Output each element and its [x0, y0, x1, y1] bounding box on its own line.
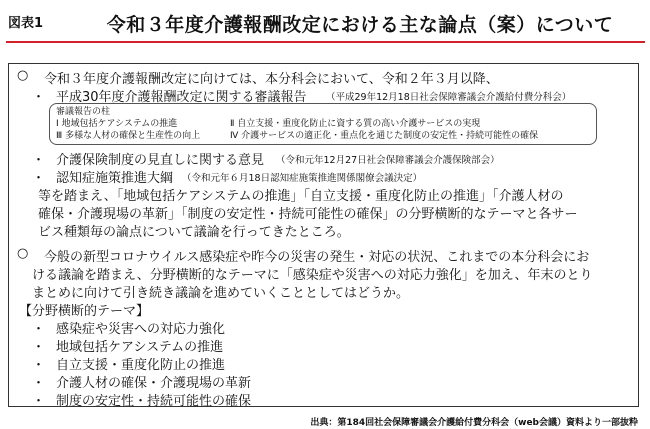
pillar-1: Ⅰ 地域包括ケアシステムの推進 [56, 119, 178, 129]
theme-mark: ・ [32, 340, 46, 355]
p1-body-line-3: ビス種類毎の論点について議論を行ってきたところ。 [38, 225, 350, 240]
p1-lead: 令和３年度介護報酬改定に向けては、本分科会において、令和２年３月以降、 [44, 72, 499, 87]
theme-item: 地域包括ケアシステムの推進 [56, 340, 224, 355]
pillar-4: Ⅳ 介護サービスの適正化・重点化を通じた制度の安定性・持続可能性の確保 [230, 131, 539, 141]
p2-bullet: ○ [17, 246, 29, 261]
p2-line-2: ける議論を踏まえ、分野横断的なテーマに「感染症や災害への対応力強化」を加え、年末のとり [32, 268, 593, 283]
p2-line-3: まとめに向けて引き続き議論を進めていくこととしてはどうか。 [32, 286, 410, 301]
pillar-3: Ⅲ 多様な人材の確保と生産性の向上 [56, 131, 201, 141]
theme-item: 制度の安定性・持続可能性の確保 [56, 394, 252, 409]
p1-body-line-1: 等を踏まえ、「地域包括ケアシステムの推進」「自立支援・重度化防止の推進」「介護人材の [38, 189, 564, 204]
p2-line-1: 今般の新型コロナウイルス感染症や昨今の災害の発生・対応の状況、これまでの本分科会にお [44, 250, 590, 265]
pillar-2: Ⅱ 自立支援・重度化防止に資する質の高い介護サービスの実現 [230, 119, 481, 129]
figure-label: 図表1 [8, 16, 44, 31]
p1-item2-note: （令和元年12月27日社会保障審議会介護保険部会） [276, 155, 500, 166]
p1-item3-note: （令和元年６月18日認知症施策推進関係閣僚会議決定） [182, 173, 423, 184]
theme-item: 自立支援・重度化防止の推進 [56, 358, 226, 373]
p1-item2-text: 介護保険制度の見直しに関する意見 [56, 153, 265, 168]
p1-bullet: ○ [17, 68, 29, 83]
theme-mark: ・ [32, 376, 46, 391]
p1-item3-text: 認知症施策推進大綱 [56, 171, 174, 186]
p1-item-text: 平成30年度介護報酬改定に関する審議報告 [56, 90, 307, 105]
page-title: 令和３年度介護報酬改定における主な論点（案）について [106, 14, 614, 36]
report-heading: 審議報告の柱 [56, 107, 111, 117]
theme-mark: ・ [32, 394, 46, 409]
theme-item: 介護人材の確保・介護現場の革新 [56, 376, 252, 391]
p1-item-mark: ・ [32, 90, 46, 105]
themes-heading: 【分野横断的テーマ】 [19, 304, 150, 319]
theme-item: 感染症や災害への対応力強化 [56, 322, 226, 337]
p1-item-note: （平成29年12月18日社会保障審議会介護給付費分科会） [326, 92, 572, 103]
p1-item2-mark: ・ [32, 153, 46, 168]
p1-body-line-2: 確保・介護現場の革新」「制度の安定性・持続可能性の確保」の分野横断的なテーマと各サー [38, 207, 578, 222]
source-footnote: 出典：第184回社会保障審議会介護給付費分科会（web会議）資料より一部抜粋 [310, 418, 638, 428]
theme-mark: ・ [32, 322, 46, 337]
p1-item3-mark: ・ [32, 171, 46, 186]
theme-mark: ・ [32, 358, 46, 373]
title-underline [6, 41, 645, 43]
